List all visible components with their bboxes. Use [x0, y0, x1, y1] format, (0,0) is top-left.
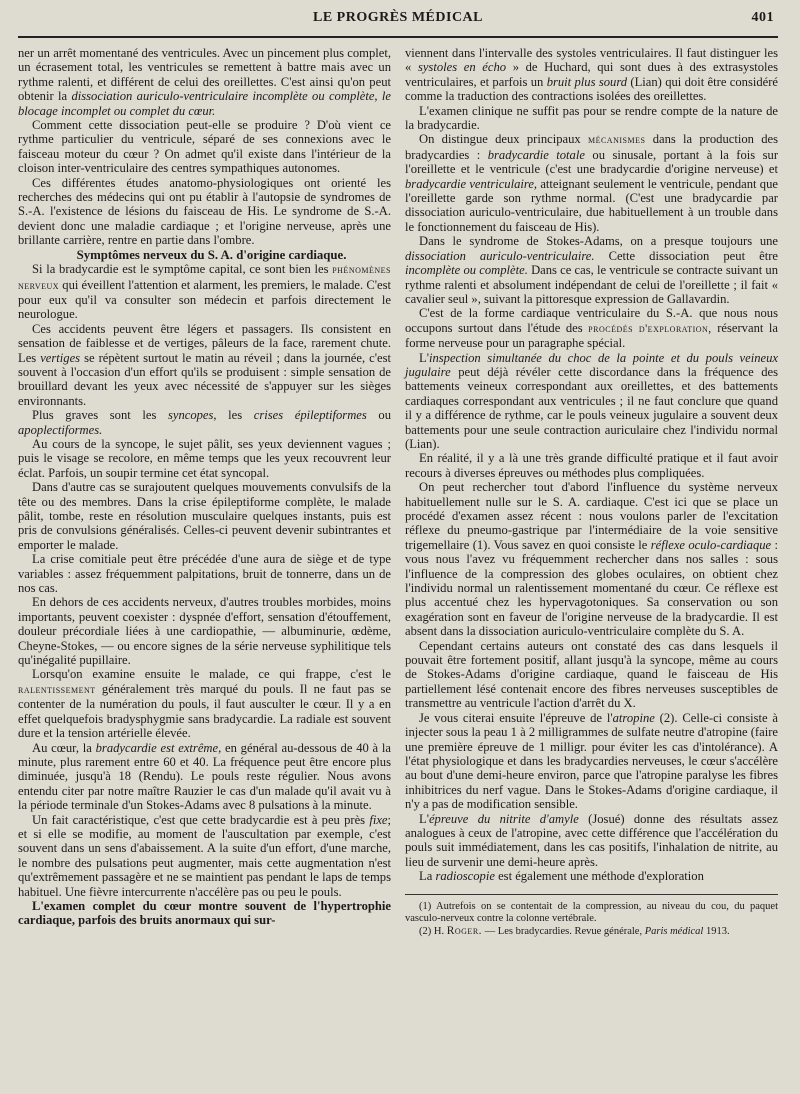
paragraph: On peut rechercher tout d'abord l'influence du système nerveux habituellement nulle sur le S. A. cardiaque. C'est ici que se place un procédé d'examen assez récent : nous voulons parler de l'excitation réflexe du pneumo-gastrique par l'intermédiaire de la voie sensitive trigemellaire (1). Vous savez en quoi consiste le réflexe oculo-cardiaque : vous nous l'avez vu fréquemment rechercher dans nos salles : sous l'influence de la compression des globes oculaires, on obtient chez l'individu normal un ralentissement momentané du cœur. Ce réflexe est plus accentué chez les hypervagotoniques. Sa conservation ou son exagération sont en faveur de l'origine nerveuse de la bradycardie. Il est absent dans la dissociation auriculo-ventriculaire complète du S. A. — [405, 480, 778, 639]
footnote: (1) Autrefois on se contentait de la compression, au niveau du cou, du paquet vasculo-nerveux contre la colonne vertébrale. — [405, 900, 778, 924]
paragraph: Au cœur, la bradycardie est extrême, en général au-dessous de 40 à la minute, plus rarement entre 60 et 40. La fréquence peut être encore plus diminuée, jusqu'à 18 (Rendu). Le pouls reste régulier. Nous avons entendu citer par notre maître Rauzier le cas d'un malade qu'il avait vu à la période terminale d'un Stokes-Adams avec 8 pulsations à la minute. — [18, 740, 391, 813]
paragraph: viennent dans l'intervalle des systoles ventriculaires. Il faut distinguer les « systoles en écho » de Huchard, qui sont dues à des extrasystoles ventriculaires, et parfois un bruit plus sourd (Lian) qui doit être considéré comme la traduction des contractions isolées des oreillettes. — [405, 46, 779, 104]
header-rule — [18, 36, 778, 38]
paragraph: Cependant certains auteurs ont constaté des cas dans lesquels il pouvait être fortement positif, allant jusqu'à la syncope, même au cours de Stokes-Adams d'origine cardiaque, quand le faisceau de His partiellement lésé contenait encore des fibres nerveuses susceptibles de transmettre au ventricule l'action d'arrêt du X. — [405, 638, 778, 711]
right-column — [405, 46, 778, 938]
paragraph: Ces accidents peuvent être légers et passagers. Ils consistent en sensation de faiblesse et de vertiges, pâleurs de la face, rarement chute. Les vertiges se répètent surtout le matin au réveil ; dans la journée, c'est souvent à l'occasion d'un effort qu'ils se produisent : simple sensation de brouillard devant les yeux avec nécessité de s'appuyer sur les sièges environnants. — [18, 321, 391, 408]
footnote: (2) H. Roger. — Les bradycardies. Revue générale, Paris médical 1913. — [419, 924, 730, 937]
paragraph: L'examen complet du cœur montre souvent de l'hypertrophie cardiaque, parfois des bruits anormaux qui sur- — [18, 898, 391, 928]
paragraph: ner un arrêt momentané des ventricules. Avec un pincement plus complet, un écrasement total, les ventricules se remettent à battre mais avec un rythme ralenti, et différent de celui des oreillettes. C'est ainsi qu'on peut obtenir la dissociation auriculo-ventriculaire incomplète ou complète, le blocage incomplet ou complet du cœur. — [18, 46, 391, 118]
paragraph: Plus graves sont les syncopes, les crises épileptiformes ou apoplectiformes. — [18, 408, 391, 437]
paragraph: Si la bradycardie est le symptôme capital, ce sont bien les phénomènes nerveux qui éveillent l'attention et alarment, les premiers, le malade. C'est pour eux qu'il va consulter son médecin et parfois directement le neurologue. — [18, 262, 391, 322]
page-number: 401 — [751, 10, 774, 25]
paragraph: En dehors de ces accidents nerveux, d'autres troubles morbides, moins importants, peuvent coexister : dyspnée d'effort, sensation d'étouffement, douleur précordiale liées à une cardiopathie, — albuminurie, œdème, Cheyne-Stokes, — ou encore signes de la série nerveuse syphilitique tels qu'inégalité pupillaire. — [18, 595, 391, 668]
left-column — [18, 46, 391, 938]
paragraph: L'épreuve du nitrite d'amyle (Josué) donne des résultats assez analogues à ceux de l'atropine, avec cette différence que l'accélération du pouls suit immédiatement, dans les cas positifs, l'inhalation de nitrite, au lieu de survenir une demi-heure après. — [405, 811, 778, 869]
paragraph: Dans le syndrome de Stokes-Adams, on a presque toujours une dissociation auriculo-ventriculaire. Cette dissociation peut être incomplète ou complète. Dans ce cas, le ventricule se contracte suivant un rythme ralenti et absolument indépendant de celui de l'oreillette ; il fait « cavalier seul », suivant la pittoresque expression de Gallavardin. — [405, 234, 778, 306]
footnote-rule — [405, 894, 778, 895]
paragraph: Au cours de la syncope, le sujet pâlit, ses yeux deviennent vagues ; puis le visage se recolore, en même temps que les yeux recouvrent leur éclat. Parfois, un soupir termine cet état syncopal. — [18, 436, 391, 480]
paragraph: Dans d'autre cas se surajoutent quelques mouvements convulsifs de la tête ou des membres. Dans la crise épileptiforme complète, le malade pâlit, tombe, reste en résolution musculaire quelques instants, puis est pris de convulsions généralisés. Celles-ci peuvent devenir subintrantes et emporter le malade. — [18, 480, 391, 552]
paragraph: On distingue deux principaux mécanismes dans la production des bradycardies : bradycardie totale ou sinusale, portant à la fois sur l'oreillette et le ventricule (c'est une bradycardie d'origine nerveuse) et bradycardie ventriculaire, atteignant seulement le ventricule, pendant que l'oreillette garde son rythme normal. (C'est une bradycardie par dissociation auriculo-ventriculaire, due habituellement à un trouble dans le fonctionnement du faisceau de His). — [405, 132, 779, 234]
paragraph: Ces différentes études anatomo-physiologiques ont orienté les recherches des médecins qui ont pu établir à l'autopsie de syndromes de S.-A. l'existence de lésions du faisceau de His. Le syndrome de S.-A. devient donc une maladie cardiaque ; et l'origine nerveuse, après une brillante carrière, rentre en partie dans l'ombre. — [18, 175, 391, 248]
section-heading: Symptômes nerveux du S. A. d'origine cardiaque. — [76, 247, 347, 262]
paragraph: Je vous citerai ensuite l'épreuve de l'atropine (2). Celle-ci consiste à injecter sous la peau 1 à 2 milligrammes de sulfate neutre d'atropine (faire une première épreuve de 1 milligr. pour éviter les cas d'intolérance). A l'état physiologique et dans les bradycardies nerveuses, le cœur s'accélère au bout d'une demi-heure environ, parce que l'atropine paralyse les fibres inhibitrices du nerf vague. Dans le Stokes-Adams d'origine cardiaque, il n'y a pas de modification sensible. — [405, 710, 778, 812]
paragraph: En réalité, il y a là une très grande difficulté pratique et il faut avoir recours à diverses épreuves ou méthodes plus compliquées. — [405, 451, 778, 480]
paragraph: Lorsqu'on examine ensuite le malade, ce qui frappe, c'est le ralentissement généralement très marqué du pouls. Il ne faut pas se contenter de la numération du pouls, il faut ausculter le cœur. Il y a en effet quelquefois bradysphygmie sans bradycardie. La radiale est souvent dure et la tension artérielle élevée. — [18, 667, 391, 741]
paragraph: L'inspection simultanée du choc de la pointe et du pouls veineux jugulaire peut déjà révéler cette discordance dans la fréquence des battements veineux correspondant aux oreillettes, et des battements cardiaques correspondant aux ventricules ; il ne faut conclure que quand il y a différence de rythme, car le pouls veineux jugulaire a souvent deux battements pour une seule contraction auriculaire chez l'individu normal (Lian). — [405, 350, 778, 451]
page-header — [18, 8, 778, 32]
paragraph: La crise comitiale peut être précédée d'une aura de siège et de type variables : assez fréquemment palpitations, bruit de tonnerre, dans un de nos cas. — [18, 552, 391, 596]
two-column-body — [18, 46, 778, 938]
journal-title: LE PROGRÈS MÉDICAL — [312, 10, 484, 25]
footnotes — [405, 901, 778, 938]
paragraph: Comment cette dissociation peut-elle se produire ? D'où vient ce rythme particulier du ventricule, séparé de ses connexions avec le faisceau moteur du cœur ? On admet qu'il existe dans l'intérieur de la cloison inter-ventriculaire des centres sympathiques autonomes. — [18, 118, 391, 176]
paragraph: C'est de la forme cardiaque ventriculaire du S.-A. que nous nous occupons surtout dans l'étude des procédés d'exploration, réservant la forme nerveuse pour un paragraphe spécial. — [405, 306, 778, 351]
paragraph: La radioscopie est également une méthode d'exploration — [419, 869, 704, 884]
paragraph: Un fait caractéristique, c'est que cette bradycardie est à peu près fixe; et si elle se modifie, au moment de l'auscultation par exemple, c'est souvent dans un sens d'abaissement. A la suite d'un effort, d'une marche, le nombre des pulsations peut augmenter, mais cette augmentation n'est qu'extrêmement passagère et ne se maintient pas pendant le laps de temps habituel. Une fièvre intercurrente n'accélère pas ou peu le pouls. — [18, 812, 392, 899]
paragraph: L'examen clinique ne suffit pas pour se rendre compte de la nature de la bradycardie. — [405, 103, 778, 133]
